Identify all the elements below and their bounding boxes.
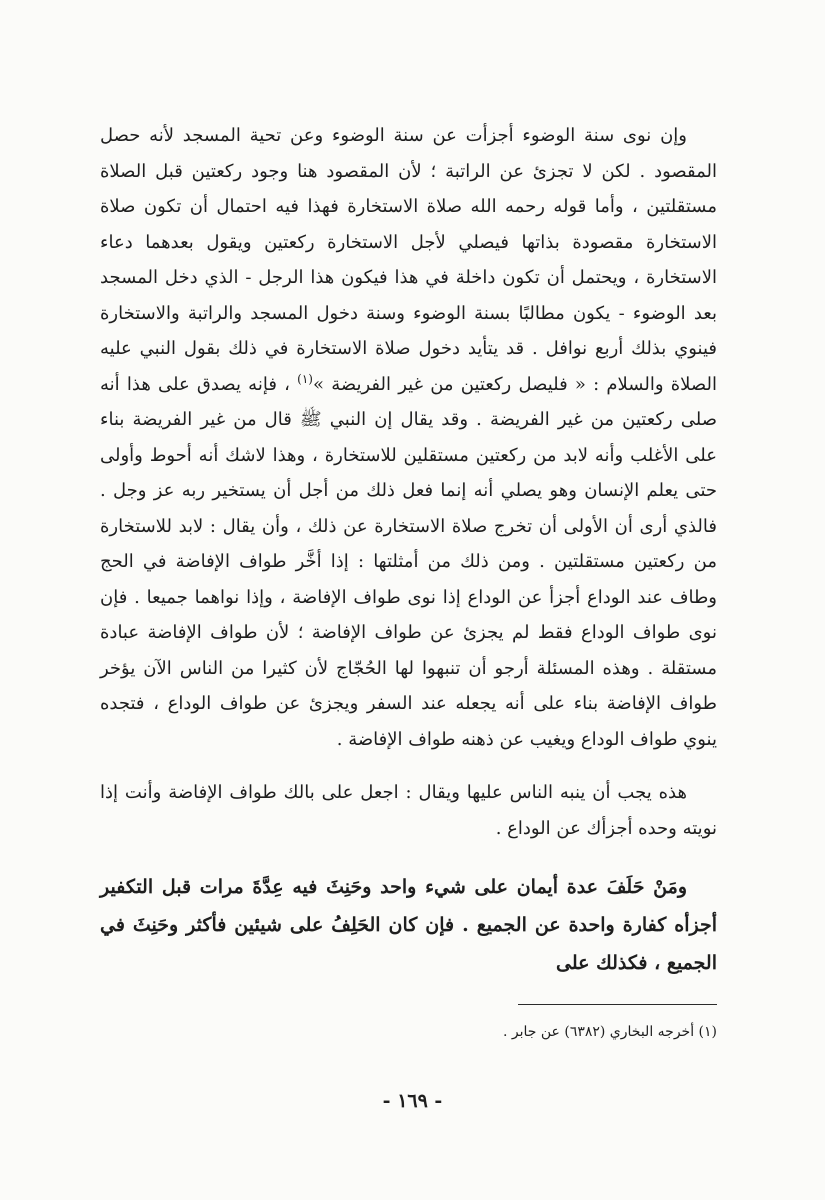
main-text (100, 118, 717, 982)
footnote: (١) أخرجه البخاري (٦٣٨٢) عن جابر . (502, 1024, 717, 1040)
footnote-reference[interactable]: (١) (297, 371, 313, 386)
paragraph-3-heading-bold: ومَنْ حَلَفَ عدة أيمان على شيء واحد وحَنِثَ فيه عِدَّةَ مرات قبل التكفير أجزأه كفارة واحدة عن الجميع . فإن كان الحَلِفُ على شيئين فأكثر وحَنِثَ في الجميع ، فكذلك على (100, 876, 717, 974)
paragraph-1 (100, 118, 717, 757)
footnote-divider (518, 1004, 717, 1005)
paragraph-1-text-b: ، فإنه يصدق على هذا أنه صلى ركعتين من غير الفريضة . وقد يقال إن النبي ﷺ قال من غير الفريضة بناء على الأغلب وأنه لابد من ركعتين مستقلين للاستخارة ، وهذا لاشك أنه أحوط وأولى حتى يعلم الإنسان وهو يصلي أنه إنما فعل ذلك من أجل أن يستخير ربه عز وجل . فالذي أرى أن الأولى أن تخرج صلاة الاستخارة عن ذلك ، وأن يقال : لابد للاستخارة من ركعتين مستقلتين . ومن ذلك من أمثلتها : إذا أخَّر طواف الإفاضة في الحج وطاف عند الوداع أجزأ عن الوداع إذا نوى طواف الإفاضة ، وإذا نواهما جميعا . فإن نوى طواف الوداع فقط لم يجزئ عن طواف الإفاضة ؛ لأن طواف الإفاضة عبادة مستقلة . وهذه المسئلة أرجو أن تنبهوا لها الحُجّاج لأن كثيرا من الناس الآن يؤخر طواف الإفاضة بناء على أنه يجعله عند السفر ويجزئ عن طواف الوداع ، فتجده ينوي طواف الوداع ويغيب عن ذهنه طواف الإفاضة . (100, 373, 717, 750)
page-number: - ١٦٩ - (382, 1090, 443, 1112)
paragraph-2: هذه يجب أن ينبه الناس عليها ويقال : اجعل على بالك طواف الإفاضة وأنت إذا نويته وحده أجزأك عن الوداع . (100, 782, 717, 839)
paragraph-1-text-a: وإن نوى سنة الوضوء أجزأت عن سنة الوضوء وعن تحية المسجد لأنه حصل المقصود . لكن لا تجزئ عن الراتبة ؛ لأن المقصود هنا وجود ركعتين قبل الصلاة مستقلتين ، وأما قوله رحمه الله صلاة الاستخارة فهذا فيه احتمال أن تكون صلاة الاستخارة مقصودة بذاتها فيصلي لأجل الاستخارة ركعتين ويقول بعدهما دعاء الاستخارة ، ويحتمل أن تكون داخلة في هذا فيكون هذا الرجل - الذي دخل المسجد بعد الوضوء - يكون مطالبًا بسنة الوضوء وسنة دخول المسجد والراتبة والاستخارة فينوي بذلك أربع نوافل . قد يتأيد دخول صلاة الاستخارة في ذلك بقول النبي عليه الصلاة والسلام : « فليصل ركعتين من غير الفريضة » (100, 125, 717, 395)
